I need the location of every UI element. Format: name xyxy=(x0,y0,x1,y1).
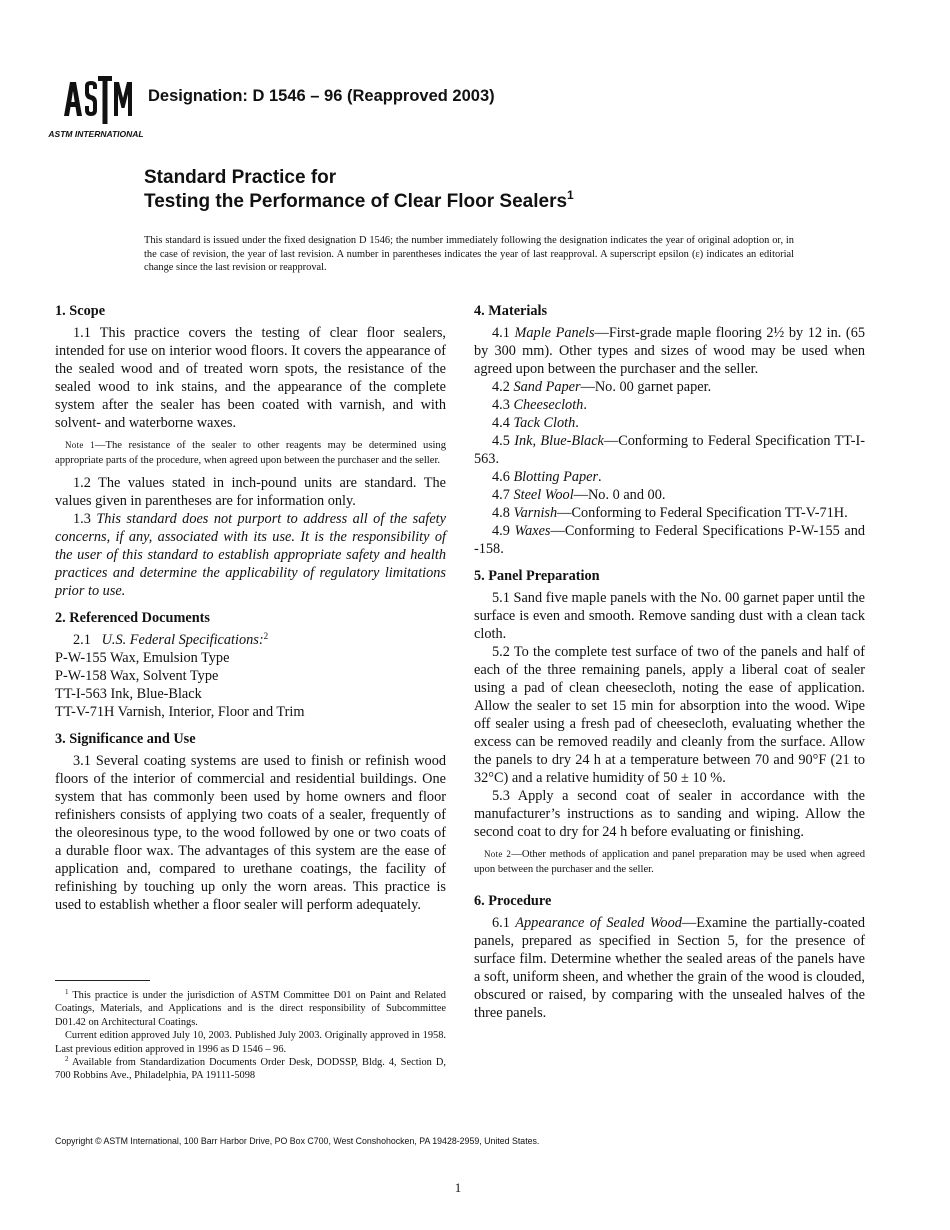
paragraph-6-1-name: Appearance of Sealed Wood xyxy=(515,915,682,931)
footnote-1-mark: 1 xyxy=(65,988,69,996)
material-item-text: —Conforming to Federal Specifications P-W-155 and -158. xyxy=(474,523,866,557)
ref-item: P-W-158 Wax, Solvent Type xyxy=(55,668,219,684)
section-heading-significance: 3. Significance and Use xyxy=(55,731,196,747)
footnote-rule xyxy=(55,980,150,981)
title-line-1: Standard Practice for xyxy=(144,167,337,188)
paragraph-5-2: 5.2 To the complete test surface of two of the panels and half of each of the three remaining panels, apply a liberal coat of sealer using a pad of clean cheesecloth, noting the ease of application. Allow the sealer to set 15 min for absorption into the wood. Wipe off sealer using a fresh pad of cheesecloth, evaluating whether the excess can be removed readily and cleanly from the surface. Allow the panels to dry 24 h at a temperature between 70 and 90°F (21 to 32°C) and a relative humidity of 50 ± 10 %. xyxy=(474,644,865,786)
material-item xyxy=(474,522,865,558)
paragraph-6-1-num: 6.1 xyxy=(492,915,510,931)
paragraph-2-1-num: 2.1 xyxy=(73,632,91,648)
material-item xyxy=(474,414,865,432)
material-item-text: . xyxy=(583,397,587,413)
paragraph-1-1: 1.1 This practice covers the testing of clear floor sealers, intended for use on interior wood floors. It covers the appearance of the sealed wood and of treated worn spots, the resistance of the sealed wood to ink stains, and the appearance of the complete system after the sealer has been coated with varnish, and with solvent- and waterborne waxes. xyxy=(55,325,446,431)
paragraph-5-1: 5.1 Sand five maple panels with the No. 00 garnet paper until the surface is even and smooth. Remove sanding dust with a clean tack cloth. xyxy=(474,590,865,642)
right-column xyxy=(474,302,865,1022)
title-line-2-text: Testing the Performance of Clear Floor Sealers xyxy=(144,191,568,212)
astm-logo xyxy=(48,72,144,142)
material-item-name: Ink, Blue-Black xyxy=(514,433,604,449)
footnote-1 xyxy=(55,989,446,1029)
material-item-name: Waxes xyxy=(514,523,551,539)
material-item-name: Sand Paper xyxy=(513,379,581,395)
material-item xyxy=(474,504,865,522)
paragraph-1-3-text: This standard does not purport to address all of the safety concerns, if any, associated with its use. It is the responsibility of the user of this standard to establish appropriate safety and health practices and determine the applicability of regulatory limitations prior to use. xyxy=(55,511,446,599)
section-heading-materials: 4. Materials xyxy=(474,303,548,319)
footnote-2 xyxy=(55,1056,446,1083)
note-2-label: Note 2 xyxy=(484,849,512,859)
material-item-name: Varnish xyxy=(513,505,558,521)
material-item-text: . xyxy=(575,415,579,431)
paragraph-6-1 xyxy=(474,914,865,1022)
material-item-name: Blotting Paper xyxy=(513,469,599,485)
material-item xyxy=(474,468,865,486)
material-item-name: Tack Cloth xyxy=(513,415,576,431)
standard-notice: This standard is issued under the fixed designation D 1546; the number immediately following the designation indicates the year of original adoption or, in the case of revision, the year of last revision. A number in parentheses indicates the year of last reapproval. A superscript epsilon (ε) indicates an editorial change since the last revision or reapproval. xyxy=(144,235,794,274)
ref-item: TT-I-563 Ink, Blue-Black xyxy=(55,686,202,702)
material-item xyxy=(474,378,865,396)
note-1-label: Note 1 xyxy=(65,440,95,450)
title-line-2 xyxy=(144,190,574,214)
section-heading-procedure: 6. Procedure xyxy=(474,893,552,909)
material-item-num: 4.9 xyxy=(492,523,510,539)
footnote-2-text: Available from Standardization Documents Order Desk, DODSSP, Bldg. 4, Section D, 700 Robbins Ave., Philadelphia, PA 19111-5098 xyxy=(55,1057,446,1082)
paragraph-1-3-num: 1.3 xyxy=(73,511,91,527)
left-column xyxy=(55,302,446,914)
page-number: 1 xyxy=(454,1180,462,1195)
paragraph-1-2: 1.2 The values stated in inch-pound units are standard. The values given in parentheses are for information only. xyxy=(55,475,446,509)
material-item-num: 4.5 xyxy=(492,433,510,449)
material-item-text: —Conforming to Federal Specification TT-V-71H. xyxy=(557,505,848,521)
material-item-text: —Conforming to Federal Specification TT-I-563. xyxy=(474,433,865,467)
note-2 xyxy=(474,847,865,877)
materials-list xyxy=(474,324,865,558)
material-item-name: Cheesecloth xyxy=(513,397,584,413)
material-item-text: —No. 00 garnet paper. xyxy=(580,379,712,395)
material-item-num: 4.6 xyxy=(492,469,510,485)
material-item-num: 4.8 xyxy=(492,505,510,521)
paragraph-2-1-text: U.S. Federal Specifications: xyxy=(101,632,264,648)
material-item-num: 4.3 xyxy=(492,397,510,413)
copyright-line: Copyright © ASTM International, 100 Barr Harbor Drive, PO Box C700, West Conshohocken, PA 19428-2959, United States. xyxy=(55,1136,540,1146)
footnote-2-mark: 2 xyxy=(65,1055,69,1064)
note-1 xyxy=(55,438,446,468)
footnote-1-text: This practice is under the jurisdiction of ASTM Committee D01 on Paint and Related Coatings, Materials, and Applications and is the direct responsibility of Subcommittee D01.42 on Architectural Coatings. xyxy=(55,990,446,1028)
section-heading-panel-preparation: 5. Panel Preparation xyxy=(474,568,600,584)
material-item-text: . xyxy=(598,469,602,485)
document-title xyxy=(144,166,574,214)
material-item-text: —No. 0 and 00. xyxy=(573,487,666,503)
designation: Designation: D 1546 – 96 (Reapproved 2003) xyxy=(148,87,495,105)
paragraph-6-1-text: —Examine the partially-coated panels, prepared as specified in Section 5, for the presence of surface film. Determine whether the sealed areas of the panels have a soft, uniform sheen, and whether the grain of the wood is clouded, obscured or raised, by comparing with the unsealed halves of the three panels. xyxy=(474,915,865,1021)
material-item xyxy=(474,486,865,504)
material-item xyxy=(474,432,865,468)
title-footnote-mark: 1 xyxy=(567,188,574,202)
paragraph-2-1 xyxy=(55,631,446,649)
footnote-1-continued: Current edition approved July 10, 2003. Published July 2003. Originally approved in 1958. Last previous edition approved in 1996 as D 1546 – 96. xyxy=(55,1030,446,1055)
material-item-name: Maple Panels xyxy=(514,325,595,341)
material-item xyxy=(474,324,865,378)
material-item-num: 4.2 xyxy=(492,379,510,395)
ref-item: P-W-155 Wax, Emulsion Type xyxy=(55,650,230,666)
paragraph-3-1: 3.1 Several coating systems are used to finish or refinish wood floors of the interior of commercial and residential buildings. One system that has commonly been used by home owners and floor refinishers consists of applying two coats of a sealer, frequently of the oleoresinous type, to the wood followed by one or two coats of a durable floor wax. The advantages of this system are the ease of application and, compared to urethane coatings, the facility of refinishing by touching up only the worn areas. This practice is used to establish whether a floor sealer will perform adequately. xyxy=(55,753,446,913)
section-heading-scope: 1. Scope xyxy=(55,303,106,319)
paragraph-1-3 xyxy=(55,510,446,600)
paragraph-5-3: 5.3 Apply a second coat of sealer in accordance with the manufacturer’s instructions as to sanding and wiping. Allow the second coat to dry for 24 h before evaluating or finishing. xyxy=(474,788,865,840)
footnotes xyxy=(55,980,446,1083)
material-item-num: 4.7 xyxy=(492,487,510,503)
section-heading-referenced: 2. Referenced Documents xyxy=(55,610,210,626)
ref-item: TT-V-71H Varnish, Interior, Floor and Trim xyxy=(55,704,305,720)
logo-wordmark: ASTM INTERNATIONAL xyxy=(48,129,144,139)
material-item-name: Steel Wool xyxy=(513,487,574,503)
material-item-num: 4.1 xyxy=(492,325,510,341)
material-item-text: —First-grade maple flooring 2½ by 12 in. (65 by 300 mm). Other types and sizes of wood may be used when agreed upon between the purchaser and the seller. xyxy=(474,325,865,377)
material-item xyxy=(474,396,865,414)
note-1-text: —The resistance of the sealer to other reagents may be determined using appropriate parts of the procedure, when agreed upon between the purchaser and the seller. xyxy=(55,440,447,466)
paragraph-2-1-mark: 2 xyxy=(263,631,269,641)
note-2-text: —Other methods of application and panel preparation may be used when agreed upon between the purchaser and the seller. xyxy=(474,849,865,875)
material-item-num: 4.4 xyxy=(492,415,510,431)
